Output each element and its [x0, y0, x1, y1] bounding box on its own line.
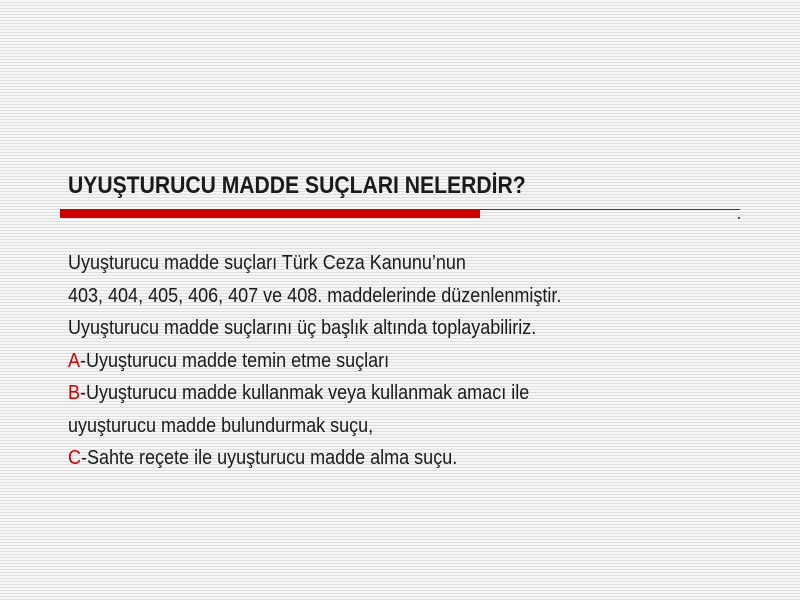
- list-marker-a: A: [68, 349, 81, 372]
- list-marker-b: B: [68, 382, 81, 404]
- body-line: 403, 404, 405, 406, 407 ve 408. maddelerinde düzenlenmiştir.: [68, 284, 562, 307]
- slide-title: UYUŞTURUCU MADDE SUÇLARI NELERDİR?: [68, 172, 526, 199]
- list-marker-c: C: [68, 447, 82, 469]
- list-item-c: [68, 442, 698, 475]
- list-item-b-text: -Uyuşturucu madde kullanmak veya kullanmak amacı ile: [80, 382, 530, 404]
- underline-end-dot: [738, 217, 740, 219]
- list-item-a-text: -Uyuşturucu madde temin etme suçları: [80, 349, 390, 372]
- list-item-c-text: -Sahte reçete ile uyuşturucu madde alma suçu.: [81, 447, 458, 469]
- slide-body: [68, 247, 768, 475]
- body-line: Uyuşturucu madde suçlarını üç başlık altında toplayabiliriz.: [68, 317, 537, 339]
- body-line: Uyuşturucu madde suçları Türk Ceza Kanunu’nun: [68, 252, 466, 274]
- list-item-b-continuation: uyuşturucu madde bulundurmak suçu,: [68, 414, 374, 437]
- title-underline-thick: [60, 210, 480, 218]
- list-item-b: [68, 377, 698, 410]
- list-item-a: [68, 345, 698, 378]
